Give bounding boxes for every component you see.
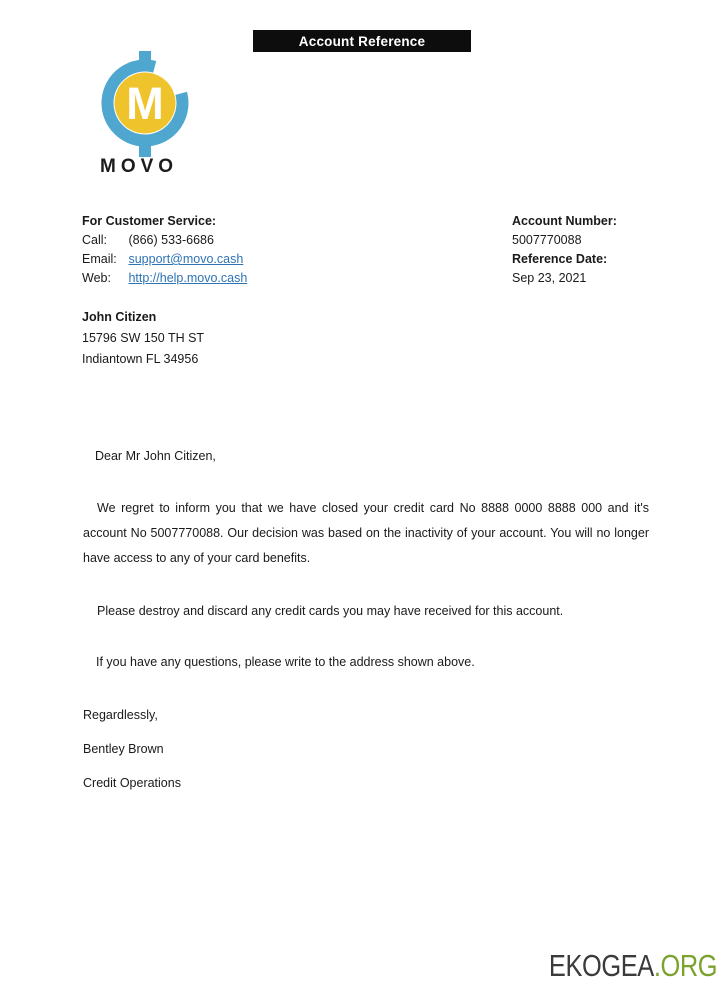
customer-service-heading: For Customer Service:: [82, 214, 217, 228]
signer-name: Bentley Brown: [83, 742, 164, 756]
logo-monogram: M: [126, 78, 164, 129]
ekogea-watermark: [549, 948, 717, 984]
banner-title: Account Reference: [298, 33, 426, 49]
account-number-value: 5007770088: [512, 233, 582, 247]
reference-date-value: Sep 23, 2021: [512, 271, 587, 285]
account-number-label: Account Number:: [512, 214, 617, 228]
phone-number: (866) 533-6686: [128, 233, 214, 247]
reference-date-label: Reference Date:: [512, 252, 608, 266]
email-label: Email:: [82, 252, 117, 266]
account-info-block: [512, 212, 617, 288]
account-reference-banner: [253, 30, 471, 52]
recipient-name: John Citizen: [82, 310, 157, 324]
signer-title: Credit Operations: [83, 776, 181, 790]
letter-paragraph-3: If you have any questions, please write to the address shown above.: [96, 655, 475, 669]
customer-service-block: [82, 212, 247, 288]
letter-closing: Regardlessly,: [83, 708, 158, 722]
web-label: Web:: [82, 271, 111, 285]
logo-wordmark: MOVO: [100, 156, 179, 177]
support-email-link[interactable]: support@movo.cash: [128, 252, 244, 266]
customer-service-row-email: [82, 250, 247, 269]
movo-logo: [97, 50, 193, 158]
salutation: Dear Mr John Citizen,: [95, 449, 216, 463]
letter-paragraph-2: Please destroy and discard any credit cards you may have received for this account.: [97, 604, 564, 618]
recipient-address-block: [82, 307, 204, 370]
customer-service-row-web: [82, 269, 247, 288]
call-label: Call:: [82, 233, 108, 247]
customer-service-row-call: [82, 231, 247, 250]
recipient-street: 15796 SW 150 TH ST: [82, 331, 205, 345]
letter-paragraph-1: We regret to inform you that we have closed your credit card No 8888 0000 8888 000 and it's account No 5007770088. Our decision was based on the inactivity of your account. You will no longer have access to any of your card benefits.: [83, 501, 649, 565]
help-site-link[interactable]: http://help.movo.cash: [128, 271, 248, 285]
watermark-name: EKOGEA: [548, 948, 654, 983]
watermark-tld: .ORG: [653, 948, 717, 983]
recipient-city-state-zip: Indiantown FL 34956: [82, 352, 199, 366]
